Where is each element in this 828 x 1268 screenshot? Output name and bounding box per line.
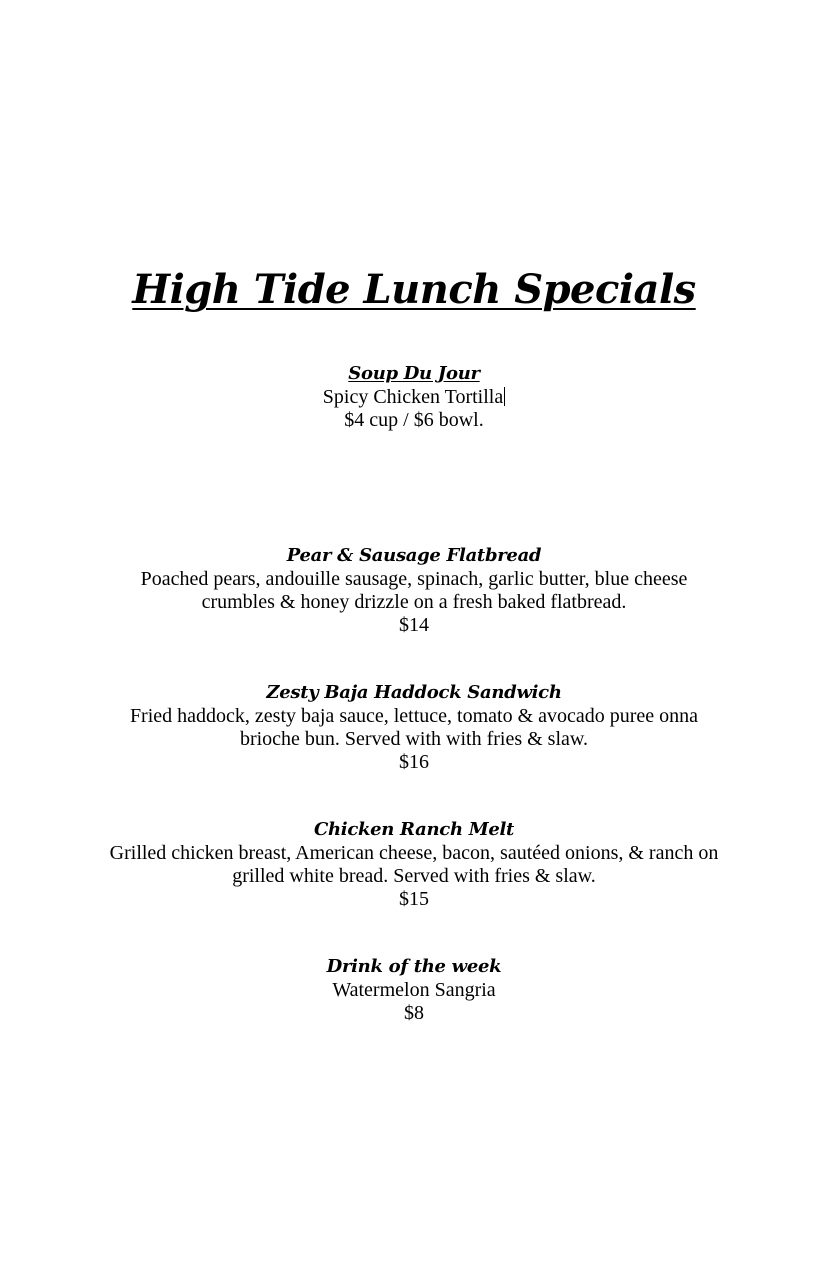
special-description: Watermelon Sangria bbox=[332, 979, 496, 1001]
special-price: $16 bbox=[399, 751, 429, 773]
special-description: crumbles & honey drizzle on a fresh baked flatbread. bbox=[201, 591, 627, 613]
special-price: $8 bbox=[404, 1002, 424, 1024]
special-description: Fried haddock, zesty baja sauce, lettuce, tomato & avocado puree onna bbox=[129, 705, 699, 727]
special-drink-of-the-week bbox=[0, 955, 828, 1025]
special-price: $4 cup / $6 bowl. bbox=[344, 409, 484, 431]
special-name: Zesty Baja Haddock Sandwich bbox=[266, 682, 562, 703]
special-name: Drink of the week bbox=[326, 956, 502, 977]
text-cursor bbox=[504, 387, 505, 406]
special-zesty-baja-haddock-sandwich bbox=[0, 681, 828, 774]
special-name: Pear & Sausage Flatbread bbox=[286, 545, 542, 566]
special-name: Soup Du Jour bbox=[348, 363, 480, 384]
special-pear-sausage-flatbread bbox=[0, 544, 828, 637]
special-chicken-ranch-melt bbox=[0, 818, 828, 911]
special-description: Grilled chicken breast, American cheese, bacon, sautéed onions, & ranch on bbox=[109, 842, 719, 864]
special-description: Poached pears, andouille sausage, spinach, garlic butter, blue cheese bbox=[140, 568, 688, 590]
special-description: brioche bun. Served with with fries & slaw. bbox=[239, 728, 589, 750]
special-description: grilled white bread. Served with fries & slaw. bbox=[232, 865, 596, 887]
special-soup-du-jour bbox=[0, 362, 828, 432]
special-description: Spicy Chicken Tortilla bbox=[322, 386, 504, 408]
special-name: Chicken Ranch Melt bbox=[313, 819, 515, 840]
page-title: High Tide Lunch Specials bbox=[132, 266, 696, 313]
special-price: $14 bbox=[399, 614, 429, 636]
special-price: $15 bbox=[399, 888, 429, 910]
